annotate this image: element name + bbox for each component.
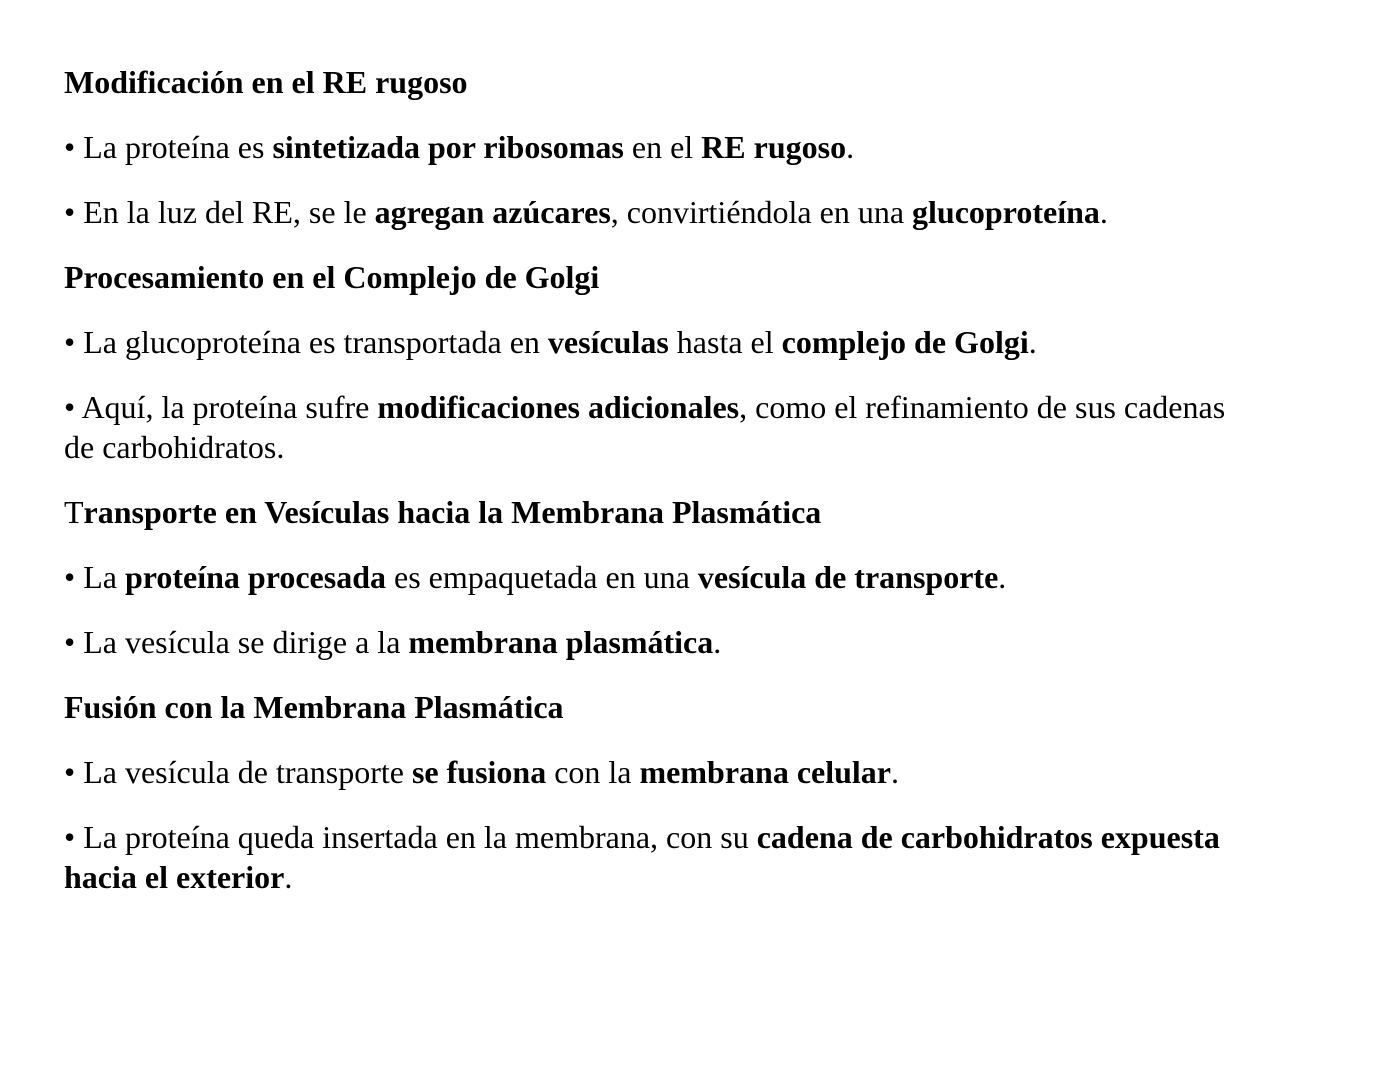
text: • En la luz del RE, se le xyxy=(64,194,375,230)
text: . xyxy=(846,129,855,165)
section-heading-transporte xyxy=(64,492,1333,532)
text: • La proteína queda insertada en la membrana, con su xyxy=(64,819,757,855)
text: . xyxy=(998,559,1007,595)
text: . xyxy=(713,624,722,660)
text: en el xyxy=(623,129,702,165)
text: • Aquí, la proteína sufre xyxy=(64,389,378,425)
text: . xyxy=(284,859,293,895)
bold-text: complejo de Golgi xyxy=(781,324,1029,360)
bullet-item xyxy=(64,387,1244,467)
bold-text: RE rugoso xyxy=(701,129,847,165)
bullet-item xyxy=(64,752,1244,792)
section-heading-fusion: Fusión con la Membrana Plasmática xyxy=(64,689,564,725)
text: • La vesícula se dirige a la xyxy=(64,624,409,660)
bold-text: agregan azúcares xyxy=(374,194,611,230)
text: • La vesícula de transporte xyxy=(64,754,412,790)
section-heading-re-rugoso: Modificación en el RE rugoso xyxy=(64,64,468,100)
bold-text: proteína procesada xyxy=(124,559,386,595)
bold-text: vesícula de transporte xyxy=(697,559,999,595)
bullet-item xyxy=(64,322,1244,362)
text: . xyxy=(1099,194,1108,230)
text: . xyxy=(1028,324,1037,360)
text: , como el refinamiento de sus cadenas de carbohidratos. xyxy=(64,389,1226,465)
bullet-item xyxy=(64,192,1244,232)
heading-rest: ransporte en Vesículas hacia la Membrana Plasmática xyxy=(83,494,822,530)
bullet-item xyxy=(64,817,1244,897)
bold-text: modificaciones adicionales xyxy=(377,389,740,425)
text: • La xyxy=(64,559,125,595)
text: . xyxy=(891,754,899,790)
bold-text: se fusiona xyxy=(411,754,547,790)
bold-text: vesículas xyxy=(547,324,669,360)
heading-first-letter: T xyxy=(64,494,84,530)
bold-text: sintetizada por ribosomas xyxy=(272,129,624,165)
bold-text: membrana celular xyxy=(639,754,891,790)
text: hasta el xyxy=(668,324,782,360)
text: con la xyxy=(546,754,640,790)
text: , convirtiéndola en una xyxy=(610,194,913,230)
text: • La glucoproteína es transportada en xyxy=(64,324,548,360)
section-heading-golgi: Procesamiento en el Complejo de Golgi xyxy=(64,259,600,295)
bold-text: cadena de carbohidratos expuesta hacia el exterior xyxy=(64,819,1220,895)
bullet-item xyxy=(64,127,1244,167)
text: • La proteína es xyxy=(64,129,273,165)
bold-text: membrana plasmática xyxy=(408,624,714,660)
bold-text: glucoproteína xyxy=(912,194,1100,230)
text: es empaquetada en una xyxy=(386,559,698,595)
bullet-item xyxy=(64,557,1244,597)
bullet-item xyxy=(64,622,1244,662)
